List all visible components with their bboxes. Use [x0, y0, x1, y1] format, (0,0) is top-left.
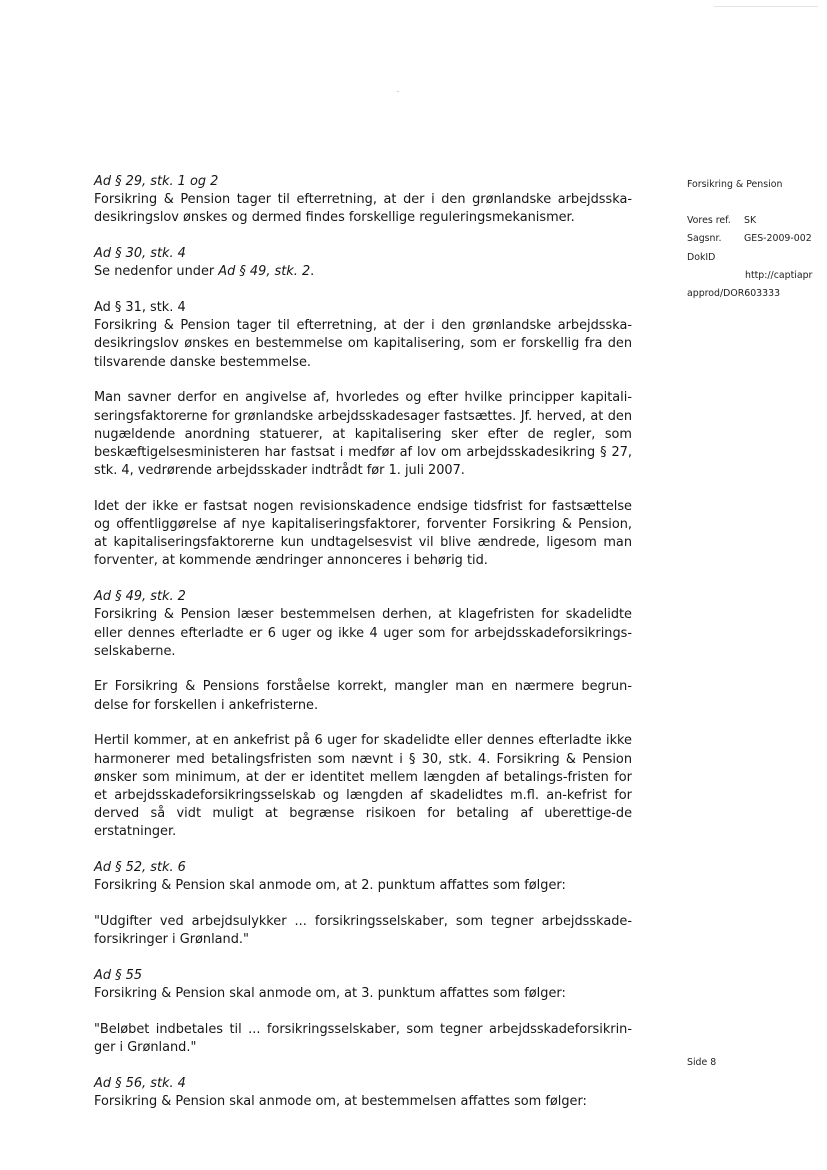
section-heading: Ad § 49, stk. 2	[94, 589, 186, 605]
paragraph: Forsikring & Pension tager til efterretning, at der i den grønlandske arbejdsska-desikringslov ønskes og dermed findes forskellige reguleringsmekanismer.	[94, 192, 632, 226]
paragraph: Forsikring & Pension skal anmode om, at 2. punktum affattes som følger:	[94, 878, 566, 894]
top-rule	[714, 6, 818, 7]
cross-reference	[94, 263, 632, 281]
paragraph: Hertil kommer, at en ankefrist på 6 uger for skadelidte eller dennes efterladte ikke harmonerer med betalingsfristen som nævnt i § 30, stk. 4. Forsikring & Pension ønsker som minimum, at der er identitet mellem længden af betalings-fristen for et arbejdsskadeforsikringsselskab og længden af skadelidtes m.fl. an-kefrist for derved så vidt muligt at begrænse risikoen for betaling af uberettige-de erstatninger.	[94, 733, 632, 840]
reference-label: Vores ref.	[687, 215, 731, 227]
section-55	[94, 967, 632, 1057]
section-49	[94, 588, 632, 841]
paragraph: Er Forsikring & Pensions forståelse korrekt, mangler man en nærmere begrun-delse for forskellen i ankefristerne.	[94, 679, 632, 713]
section-heading: Ad § 52, stk. 6	[94, 860, 186, 876]
section-29	[94, 173, 632, 228]
letter-metadata	[687, 176, 827, 303]
reference-link-text: Ad § 49, stk. 2	[218, 264, 311, 280]
case-number-row	[687, 230, 827, 248]
document-link-continued: approd/DOR603333	[687, 288, 781, 300]
section-30	[94, 245, 632, 281]
reference-value: SK	[744, 215, 757, 227]
quoted-text: "Udgifter ved arbejdsulykker ... forsikringsselskaber, som tegner arbejdsskade-forsikringer i Grønland."	[94, 914, 632, 948]
document-link: http://captiapr	[745, 269, 813, 281]
section-heading: Ad § 30, stk. 4	[94, 246, 186, 262]
paragraph: Idet der ikke er fastsat nogen revisionskadence endsige tidsfrist for fastsættelse og offentliggørelse af nye kapitaliseringsfaktorer, forventer Forsikring & Pension, at kapitaliseringsfaktorerne kun undtagelsesvist vil blive ændrede, ligesom man forventer, at kommende ændringer annonceres i behørig tid.	[94, 498, 632, 569]
paragraph: Forsikring & Pension læser bestemmelsen derhen, at klagefristen for skadelidte eller dennes efterladte er 6 uger og ikke 4 uger som for arbejdsskadeforsikrings-selskaberne.	[94, 607, 632, 659]
section-heading: Ad § 55	[94, 967, 143, 983]
reference-row	[687, 212, 827, 230]
section-31	[94, 299, 632, 571]
page-number: Side 8	[687, 1057, 717, 1068]
reference-suffix: .	[310, 264, 315, 280]
document-id-label: DokID	[687, 251, 716, 263]
document-id-row	[687, 249, 827, 267]
paragraph: Man savner derfor en angivelse af, hvorledes og efter hvilke principper kapitali-seringsfaktorerne for grønlandske arbejdsskadesager fastsættes. Jf. herved, at den nugældende anordning statuerer, at kapitalisering sker efter de regler, som beskæftigelsesministeren har fastsat i medfør af lov om arbejdsskadesikring § 27, stk. 4, vedrørende arbejdsskader indtrådt før 1. juli 2007.	[94, 390, 632, 479]
paragraph: Forsikring & Pension skal anmode om, at bestemmelsen affattes som følger:	[94, 1093, 587, 1109]
case-number-label: Sagsnr.	[687, 233, 722, 245]
section-52	[94, 859, 632, 949]
scan-speck	[397, 91, 399, 92]
section-heading: Ad § 31, stk. 4	[94, 300, 186, 316]
letter-body	[94, 173, 632, 1111]
reference-text: Se nedenfor under	[94, 264, 215, 280]
quoted-text: "Beløbet indbetales til ... forsikringsselskaber, som tegner arbejdsskadeforsikrin-ger i Grønland."	[94, 1021, 632, 1056]
section-heading: Ad § 29, stk. 1 og 2	[94, 174, 219, 189]
paragraph: Forsikring & Pension skal anmode om, at 3. punktum affattes som følger:	[94, 986, 566, 1002]
paragraph: Forsikring & Pension tager til efterretning, at der i den grønlandske arbejdsska-desikringslov ønskes en bestemmelse om kapitalisering, som er forskellig fra den tilsvarende danske bestemmelse.	[94, 318, 632, 370]
sender-org: Forsikring & Pension	[687, 179, 783, 190]
section-56	[94, 1075, 632, 1111]
case-number-value: GES-2009-002	[744, 233, 812, 245]
section-heading: Ad § 56, stk. 4	[94, 1075, 186, 1091]
